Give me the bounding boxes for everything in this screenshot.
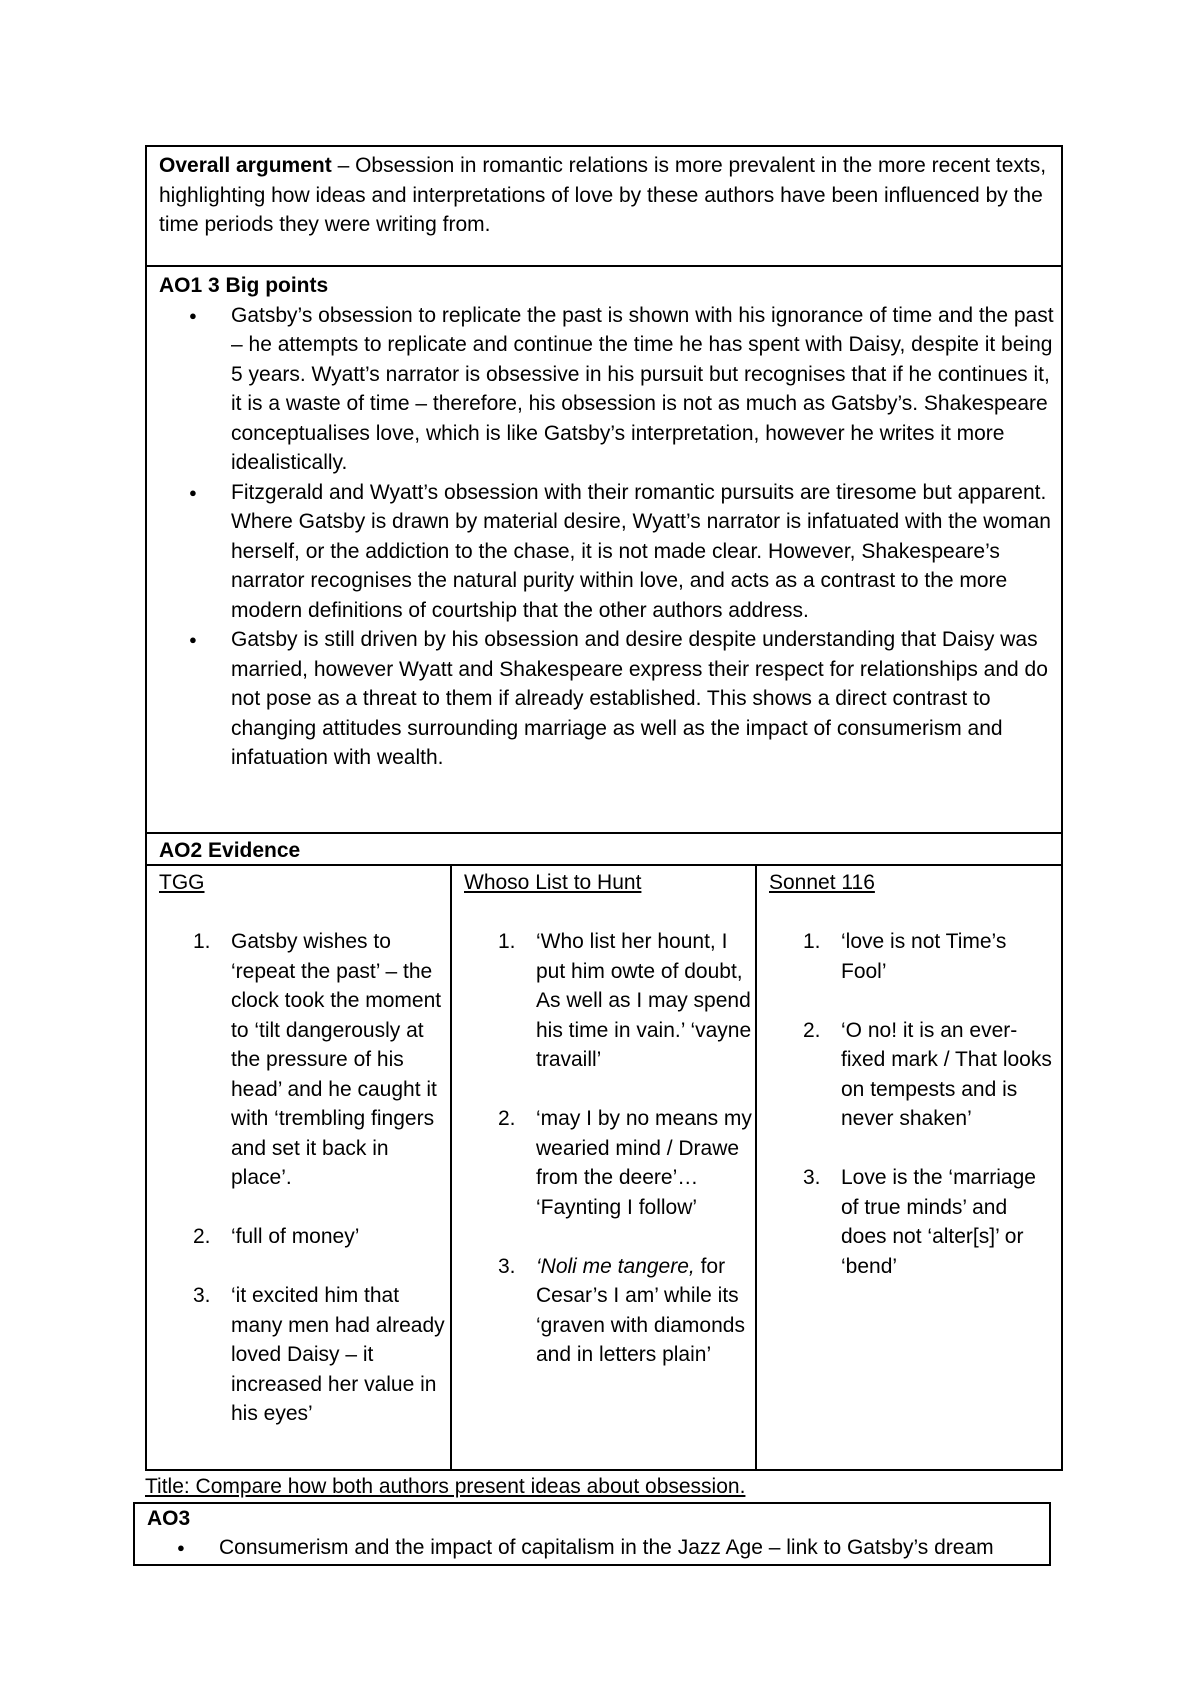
evidence-item [452,1252,753,1370]
ao1-points-list [147,301,1057,773]
sonnet-evidence-list [757,927,1057,1281]
evidence-text: ‘it excited him that many men had already loved Daisy – it increased her value in his eyes’ [231,1284,445,1425]
ao3-heading: AO3 [147,1507,191,1530]
ao1-heading: AO1 3 Big points [159,274,329,297]
evidence-text: for Cesar’s I am’ while its ‘graven with diamonds and in letters plain’ [536,1254,745,1366]
overall-argument-text: – Obsession in romantic relations is more prevalent in the more recent texts, highlighting how ideas and interpretations of love by these authors have been influenced by the time periods they were writing from. [159,154,1047,236]
ao2-column-tgg [147,866,452,1469]
tgg-evidence-list [147,927,448,1429]
evidence-text: ‘Who list her hount, I put him owte of doubt, As well as I may spend his time in vain.’ ‘vayne travaill’ [536,930,752,1071]
evidence-item [757,1016,1057,1134]
item-number: 3. [193,1284,211,1307]
ao1-cell [147,265,1061,832]
column-title-sonnet: Sonnet 116 [769,871,875,894]
overall-argument-cell [159,151,1049,240]
evidence-item [757,1163,1057,1281]
ao3-points-list [135,1533,1049,1563]
item-number: 2. [498,1107,516,1130]
ao3-point: ● Consumerism and the impact of capitalism in the Jazz Age – link to Gatsby’s dream [135,1533,1049,1563]
evidence-text: ‘may I by no means my wearied mind / Drawe from the deere’… ‘Faynting I follow’ [536,1107,752,1219]
plan-table [145,145,1063,1471]
ao2-column-whoso [452,866,757,1469]
whoso-evidence-list [452,927,753,1370]
evidence-item [452,1104,753,1222]
item-number: 3. [498,1254,516,1278]
evidence-text: ‘love is not Time’s Fool’ [841,930,1007,983]
evidence-item [757,927,1057,986]
essay-title: Title: Compare how both authors present ideas about obsession. [145,1475,746,1498]
ao1-point: ● Gatsby’s obsession to replicate the past is shown with his ignorance of time and the past – he attempts to replicate and continue the time he has spent with Daisy, despite it being 5 years. Wyatt’s narrator is obsessive in his pursuit but recognises that if he continues it, it is a waste of time – therefore, his obsession is not as much as Gatsby’s. Shakespeare conceptualises love, which is like Gatsby’s interpretation, however he writes it more idealistically. [147,301,1057,478]
overall-argument-label: Overall argument [159,154,332,177]
evidence-item [147,1281,448,1429]
item-number: 3. [803,1166,821,1189]
ao2-columns-row [147,864,1061,1469]
evidence-item [452,927,753,1075]
ao2-column-sonnet [757,866,1061,1469]
item-number: 2. [193,1225,211,1248]
column-title-tgg: TGG [159,871,205,894]
evidence-text: Love is the ‘marriage of true minds’ and does not ‘alter[s]’ or ‘bend’ [841,1166,1036,1278]
evidence-text: ‘O no! it is an ever-fixed mark / That looks on tempests and is never shaken’ [841,1018,1052,1130]
item-number: 1. [803,930,821,953]
evidence-text: Gatsby wishes to ‘repeat the past’ – the clock took the moment to ‘tilt dangerously at the pressure of his head’ and he caught it with ‘trembling fingers and set it back in place’. [231,930,442,1189]
evidence-text-italic: ‘Noli me tangere, [536,1254,695,1278]
ao3-box [133,1502,1051,1566]
ao1-point: ● Gatsby is still driven by his obsession and desire despite understanding that Daisy was married, however Wyatt and Shakespeare express their respect for relationships and do not pose as a threat to them if already established. This shows a direct contrast to changing attitudes surrounding marriage as well as the impact of consumerism and infatuation with wealth. [147,625,1057,773]
ao2-heading: AO2 Evidence [159,839,301,862]
item-number: 1. [498,930,516,953]
ao1-point: ● Fitzgerald and Wyatt’s obsession with their romantic pursuits are tiresome but apparent. Where Gatsby is drawn by material desire, Wyatt’s narrator is infatuated with the woman herself, or the addiction to the chase, it is not made clear. However, Shakespeare’s narrator recognises the natural purity within love, and acts as a contrast to the more modern definitions of courtship that the other authors address. [147,478,1057,626]
column-title-whoso: Whoso List to Hunt [464,871,642,894]
evidence-item [147,927,448,1193]
item-number: 2. [803,1018,821,1042]
item-number: 1. [193,930,211,953]
ao2-heading-cell [147,832,1061,864]
evidence-item [147,1222,448,1252]
evidence-text: ‘full of money’ [231,1225,360,1248]
